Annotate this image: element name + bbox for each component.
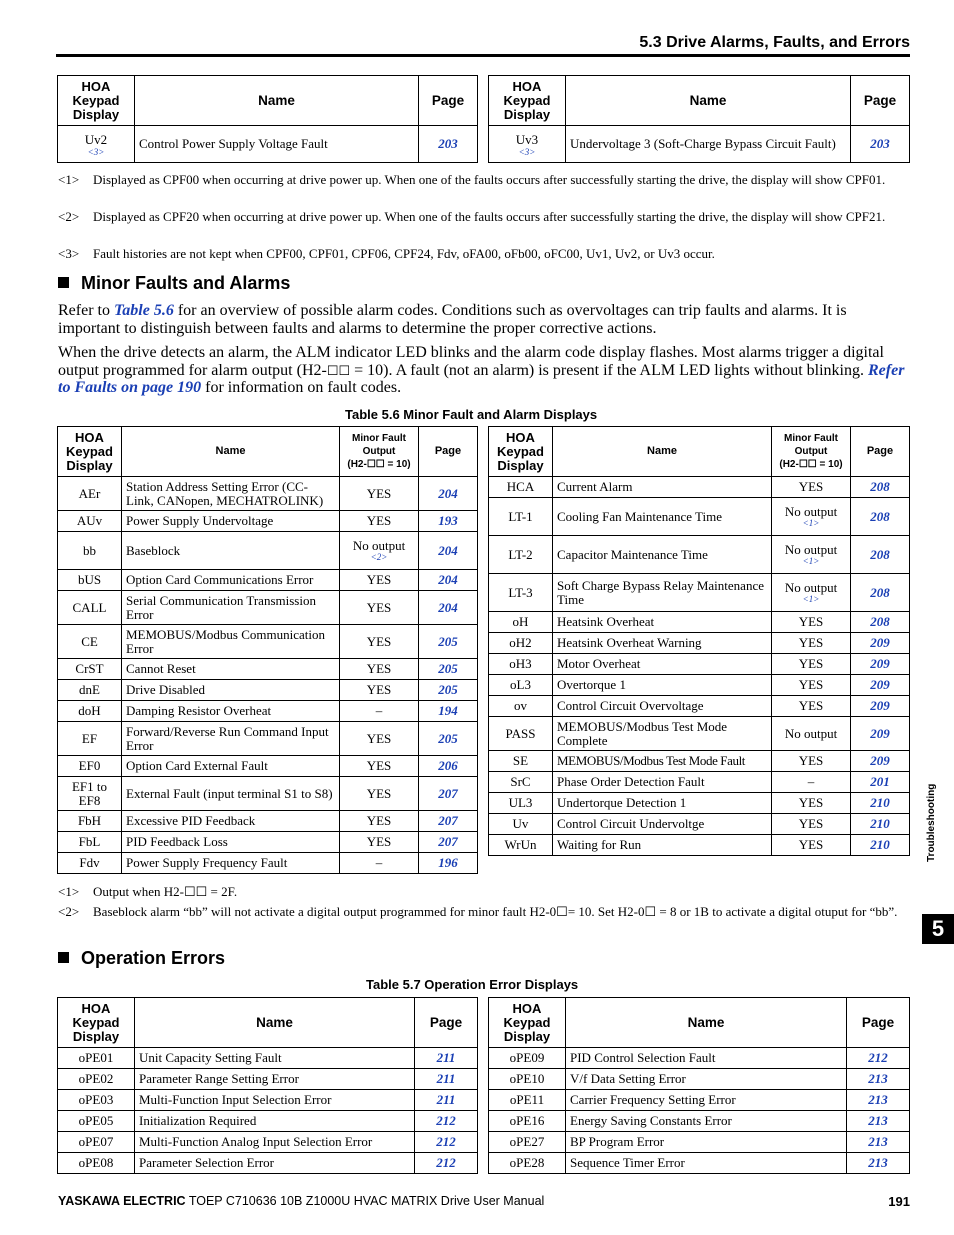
chapter-side-label: Troubleshooting [926, 783, 937, 862]
fault-name: Heatsink Overheat Warning [553, 633, 772, 654]
table-row [489, 574, 910, 612]
table-row [58, 1111, 478, 1132]
output-value: YES [340, 811, 419, 832]
chapter-number-tab: 5 [922, 914, 954, 944]
top-table-left [57, 75, 478, 163]
fault-code: HCA [489, 477, 553, 498]
hoa-header: HOA Keypad Display [489, 998, 566, 1048]
page-link[interactable]: 204 [419, 570, 478, 591]
page-link[interactable]: 212 [847, 1048, 910, 1069]
page-link[interactable]: 209 [851, 696, 910, 717]
table-row [58, 659, 478, 680]
page-link[interactable]: 213 [847, 1153, 910, 1174]
fault-code: oPE01 [58, 1048, 135, 1069]
fault-name: Baseblock [122, 532, 340, 570]
fault-code: CrST [58, 659, 122, 680]
page-link[interactable]: 211 [415, 1090, 478, 1111]
fault-name: External Fault (input terminal S1 to S8) [122, 777, 340, 811]
header-rule [56, 54, 910, 57]
output-value: YES [340, 511, 419, 532]
page-link[interactable]: 207 [419, 777, 478, 811]
table-row [489, 751, 910, 772]
fault-code: CE [58, 625, 122, 659]
page-link[interactable]: 204 [419, 591, 478, 625]
fault-name: Current Alarm [553, 477, 772, 498]
output-value: No output <1> [772, 574, 851, 612]
fault-name: Undervoltage 3 (Soft-Charge Bypass Circuit Fault) [566, 126, 851, 163]
footnote: <1> Displayed as CPF00 when occurring at drive power up. When one of the faults occurs after successfully starting the drive, the display will show CPF01. [58, 172, 886, 187]
page-link[interactable]: 205 [419, 659, 478, 680]
fault-code: EF1 to EF8 [58, 777, 122, 811]
table-row [58, 1090, 478, 1111]
output-value: – [772, 772, 851, 793]
fault-code: oPE10 [489, 1069, 566, 1090]
page-link[interactable]: 205 [419, 625, 478, 659]
page-link[interactable]: 211 [415, 1069, 478, 1090]
page-link[interactable]: 208 [851, 536, 910, 574]
page-link[interactable]: 196 [419, 853, 478, 874]
fault-code: bUS [58, 570, 122, 591]
fault-code: AEr [58, 477, 122, 511]
fault-name: Cannot Reset [122, 659, 340, 680]
fault-name: Control Circuit Undervoltge [553, 814, 772, 835]
table-row [489, 1132, 910, 1153]
output-value: YES [772, 793, 851, 814]
table-row [58, 1132, 478, 1153]
fault-name: Motor Overheat [553, 654, 772, 675]
page-link[interactable]: 213 [847, 1090, 910, 1111]
table-row [489, 1153, 910, 1174]
fault-code: LT-2 [489, 536, 553, 574]
paragraph-intro: Refer to Table 5.6 for an overview of possible alarm codes. Conditions such as overvoltages can trip faults and alarms. It is important to distinguish between faults and alarms to determine the proper corrective actions. [58, 302, 847, 337]
name-header: Name [135, 998, 415, 1048]
footer-brand: YASKAWA ELECTRIC [58, 1194, 186, 1208]
table-row [58, 532, 478, 570]
operation-error-table-right [488, 997, 910, 1174]
name-header: Name [122, 427, 340, 477]
section-title-minor: Minor Faults and Alarms [58, 273, 290, 294]
fault-name: Heatsink Overheat [553, 612, 772, 633]
hoa-header: HOA Keypad Display [489, 76, 566, 126]
page-number: 191 [888, 1194, 910, 1209]
table-caption: Table 5.7 Operation Error Displays [366, 977, 579, 992]
fault-name: PID Control Selection Fault [566, 1048, 847, 1069]
table-row [489, 696, 910, 717]
table-row [58, 625, 478, 659]
output-value: YES [340, 832, 419, 853]
table-row [58, 477, 478, 511]
table-row [489, 477, 910, 498]
table-row [58, 832, 478, 853]
fault-name: Power Supply Frequency Fault [122, 853, 340, 874]
output-value: YES [340, 570, 419, 591]
page-header: Page [851, 76, 910, 126]
footnote: <3> Fault histories are not kept when CPF00, CPF01, CPF06, CPF24, Fdv, oFA00, oFb00, oFC00, Uv1, Uv2, or Uv3 occur. [58, 246, 715, 261]
footnote-ref: <1> [802, 518, 820, 528]
fault-name: Option Card Communications Error [122, 570, 340, 591]
output-value: YES [340, 756, 419, 777]
output-value: No output <2> [340, 532, 419, 570]
output-value: YES [772, 612, 851, 633]
output-value: YES [340, 477, 419, 511]
fault-code: EF [58, 722, 122, 756]
output-value: YES [772, 654, 851, 675]
fault-name: Multi-Function Analog Input Selection Error [135, 1132, 415, 1153]
fault-code: Uv3 <3> [489, 126, 566, 163]
fault-name: Damping Resistor Overheat [122, 701, 340, 722]
fault-name: Sequence Timer Error [566, 1153, 847, 1174]
fault-code: bb [58, 532, 122, 570]
fault-name: PID Feedback Loss [122, 832, 340, 853]
output-value: YES [340, 722, 419, 756]
output-value: YES [340, 591, 419, 625]
operation-error-table-left [57, 997, 478, 1174]
fault-code: EF0 [58, 756, 122, 777]
square-bullet-icon [58, 277, 69, 288]
output-value: YES [772, 696, 851, 717]
name-header: Name [135, 76, 419, 126]
page-header: Page [415, 998, 478, 1048]
footnote-ref: <1> [802, 556, 820, 566]
fault-code: FbL [58, 832, 122, 853]
page-link[interactable]: 210 [851, 793, 910, 814]
page-header: Page [419, 427, 478, 477]
fault-code: oH3 [489, 654, 553, 675]
fault-code: SrC [489, 772, 553, 793]
page-link[interactable]: 212 [415, 1111, 478, 1132]
page-header: Page [851, 427, 910, 477]
footnote: <2> Baseblock alarm “bb” will not activate a digital output programmed for minor fault H2-0☐= 10. Set H2-0☐ = 8 or 1B to activate a digital otuput for “bb”. [58, 904, 898, 919]
fault-name: Option Card External Fault [122, 756, 340, 777]
fault-code: LT-1 [489, 498, 553, 536]
table-row [489, 1069, 910, 1090]
page-link[interactable]: 213 [847, 1069, 910, 1090]
name-header: Name [566, 76, 851, 126]
fault-name: V/f Data Setting Error [566, 1069, 847, 1090]
fault-name: MEMOBUS/Modbus Communication Error [122, 625, 340, 659]
minor-fault-table-right [488, 426, 910, 856]
fault-name: Capacitor Maintenance Time [553, 536, 772, 574]
table-row [58, 853, 478, 874]
output-value: YES [772, 835, 851, 856]
page-link[interactable]: 210 [851, 814, 910, 835]
table-row [58, 1048, 478, 1069]
fault-name: Parameter Selection Error [135, 1153, 415, 1174]
fault-name: Control Power Supply Voltage Fault [135, 126, 419, 163]
page-link[interactable]: 205 [419, 722, 478, 756]
table-row [489, 654, 910, 675]
output-value: No output [772, 717, 851, 751]
page-link[interactable]: 211 [415, 1048, 478, 1069]
table-row [489, 814, 910, 835]
fault-code: UL3 [489, 793, 553, 814]
output-value: YES [772, 477, 851, 498]
page-link[interactable]: 209 [851, 633, 910, 654]
table-row [58, 680, 478, 701]
fault-code: oPE07 [58, 1132, 135, 1153]
fault-code: Fdv [58, 853, 122, 874]
fault-name: Unit Capacity Setting Fault [135, 1048, 415, 1069]
footnote: <1> Output when H2-☐☐ = 2F. [58, 884, 238, 899]
fault-name: Power Supply Undervoltage [122, 511, 340, 532]
hoa-header: HOA Keypad Display [489, 427, 553, 477]
footnote-ref: <2> [370, 552, 388, 562]
name-header: Name [553, 427, 772, 477]
minor-fault-table-left [57, 426, 478, 874]
fault-code: oPE03 [58, 1090, 135, 1111]
footer-doc: TOEP C710636 10B Z1000U HVAC MATRIX Drive User Manual [185, 1194, 545, 1208]
page-link[interactable]: 203 [851, 126, 910, 163]
table-row [489, 1048, 910, 1069]
page-link[interactable]: 204 [419, 477, 478, 511]
fault-name: Waiting for Run [553, 835, 772, 856]
page-link[interactable]: 207 [419, 832, 478, 853]
fault-code: ov [489, 696, 553, 717]
table-row [489, 536, 910, 574]
page-link[interactable]: 194 [419, 701, 478, 722]
hoa-header: HOA Keypad Display [58, 427, 122, 477]
output-value: YES [772, 675, 851, 696]
page-link[interactable]: 212 [415, 1132, 478, 1153]
fault-name: Phase Order Detection Fault [553, 772, 772, 793]
footer [58, 1194, 544, 1208]
table-row [58, 722, 478, 756]
fault-name: Energy Saving Constants Error [566, 1111, 847, 1132]
fault-code: Uv2 <3> [58, 126, 135, 163]
output-value: YES [340, 625, 419, 659]
page-link[interactable]: 209 [851, 717, 910, 751]
page-link[interactable]: 203 [419, 126, 478, 163]
fault-code: LT-3 [489, 574, 553, 612]
output-value: No output <1> [772, 536, 851, 574]
footnote-ref: <1> [802, 594, 820, 604]
page-link[interactable]: 193 [419, 511, 478, 532]
fault-name: Overtorque 1 [553, 675, 772, 696]
fault-name: Forward/Reverse Run Command Input Error [122, 722, 340, 756]
fault-code: oPE08 [58, 1153, 135, 1174]
page-link[interactable]: 205 [419, 680, 478, 701]
fault-name: Multi-Function Input Selection Error [135, 1090, 415, 1111]
output-value: – [340, 853, 419, 874]
fault-code: SE [489, 751, 553, 772]
page-link[interactable]: 212 [415, 1153, 478, 1174]
fault-code: AUv [58, 511, 122, 532]
fault-code: oH2 [489, 633, 553, 654]
fault-code: Uv [489, 814, 553, 835]
table-row [58, 756, 478, 777]
table-row [58, 1153, 478, 1174]
page-link[interactable]: 208 [851, 612, 910, 633]
table-5-6-link[interactable]: Table 5.6 [113, 302, 174, 319]
page-link[interactable]: 209 [851, 751, 910, 772]
table-caption: Table 5.6 Minor Fault and Alarm Displays [345, 407, 598, 422]
page-link[interactable]: 204 [419, 532, 478, 570]
fault-name: Cooling Fan Maintenance Time [553, 498, 772, 536]
fault-code: CALL [58, 591, 122, 625]
page-link[interactable]: 207 [419, 811, 478, 832]
table-row [489, 1111, 910, 1132]
fault-code: oPE11 [489, 1090, 566, 1111]
fault-code: PASS [489, 717, 553, 751]
fault-code: oPE27 [489, 1132, 566, 1153]
table-row [58, 1069, 478, 1090]
table-row [489, 633, 910, 654]
output-value: YES [772, 814, 851, 835]
fault-code: oH [489, 612, 553, 633]
table-row [489, 717, 910, 751]
name-header: Name [566, 998, 847, 1048]
fault-name: Carrier Frequency Setting Error [566, 1090, 847, 1111]
fault-name: Initialization Required [135, 1111, 415, 1132]
table-row [489, 498, 910, 536]
hoa-header: HOA Keypad Display [58, 76, 135, 126]
fault-name: MEMOBUS/Modbus Test Mode Fault [553, 751, 772, 772]
page-link[interactable]: 210 [851, 835, 910, 856]
fault-code: doH [58, 701, 122, 722]
table-row [58, 591, 478, 625]
page-link[interactable]: 208 [851, 498, 910, 536]
table-row [489, 835, 910, 856]
square-bullet-icon [58, 952, 69, 963]
page-link[interactable]: 201 [851, 772, 910, 793]
output-value: YES [772, 633, 851, 654]
page-link[interactable]: 213 [847, 1111, 910, 1132]
fault-name: Drive Disabled [122, 680, 340, 701]
output-value: No output <1> [772, 498, 851, 536]
fault-code: oPE02 [58, 1069, 135, 1090]
page-link[interactable]: 209 [851, 675, 910, 696]
fault-name: Soft Charge Bypass Relay Maintenance Time [553, 574, 772, 612]
paragraph-alarm: When the drive detects an alarm, the ALM indicator LED blinks and the alarm code display flashes. Most alarms trigger a digital output programmed for alarm output (H2-☐☐ = 10). A fault (not an alarm) is present if the ALM LED lights without blinking. Refer to Faults on page 190 for information on fault codes. [58, 344, 905, 396]
table-row [489, 1090, 910, 1111]
table-row [489, 793, 910, 814]
faults-page-link[interactable]: Refer to Faults on page 190 [58, 361, 905, 396]
output-value: YES [340, 777, 419, 811]
fault-code: FbH [58, 811, 122, 832]
table-row [489, 772, 910, 793]
page-header: Page [419, 76, 478, 126]
section-title-operation: Operation Errors [58, 948, 225, 969]
hoa-header: HOA Keypad Display [58, 998, 135, 1048]
fault-name: MEMOBUS/Modbus Test Mode Complete [553, 717, 772, 751]
fault-name: Undertorque Detection 1 [553, 793, 772, 814]
output-value: YES [340, 680, 419, 701]
fault-name: BP Program Error [566, 1132, 847, 1153]
table-row [58, 511, 478, 532]
table-row [58, 811, 478, 832]
page-link[interactable]: 208 [851, 477, 910, 498]
fault-code: oL3 [489, 675, 553, 696]
fault-name: Station Address Setting Error (CC-Link, CANopen, MECHATROLINK) [122, 477, 340, 511]
top-table-right [488, 75, 910, 163]
fault-name: Control Circuit Overvoltage [553, 696, 772, 717]
table-row [58, 570, 478, 591]
fault-name: Parameter Range Setting Error [135, 1069, 415, 1090]
table-row [489, 675, 910, 696]
fault-code: oPE28 [489, 1153, 566, 1174]
page-link[interactable]: 213 [847, 1132, 910, 1153]
page-link[interactable]: 208 [851, 574, 910, 612]
section-header: 5.3 Drive Alarms, Faults, and Errors [639, 34, 910, 51]
footnote: <2> Displayed as CPF20 when occurring at drive power up. When one of the faults occurs after successfully starting the drive, the display will show CPF21. [58, 209, 886, 224]
minor-output-header: Minor Fault Output (H2-☐☐ = 10) [340, 427, 419, 477]
table-row [489, 612, 910, 633]
output-value: YES [340, 659, 419, 680]
fault-code: oPE16 [489, 1111, 566, 1132]
fault-name: Serial Communication Transmission Error [122, 591, 340, 625]
output-value: YES [772, 751, 851, 772]
fault-code: dnE [58, 680, 122, 701]
page-link[interactable]: 209 [851, 654, 910, 675]
table-row [58, 701, 478, 722]
fault-code: oPE05 [58, 1111, 135, 1132]
table-row [58, 777, 478, 811]
fault-name: Excessive PID Feedback [122, 811, 340, 832]
minor-output-header: Minor Fault Output (H2-☐☐ = 10) [772, 427, 851, 477]
fault-code: WrUn [489, 835, 553, 856]
page-link[interactable]: 206 [419, 756, 478, 777]
page-header: Page [847, 998, 910, 1048]
fault-code: oPE09 [489, 1048, 566, 1069]
output-value: – [340, 701, 419, 722]
